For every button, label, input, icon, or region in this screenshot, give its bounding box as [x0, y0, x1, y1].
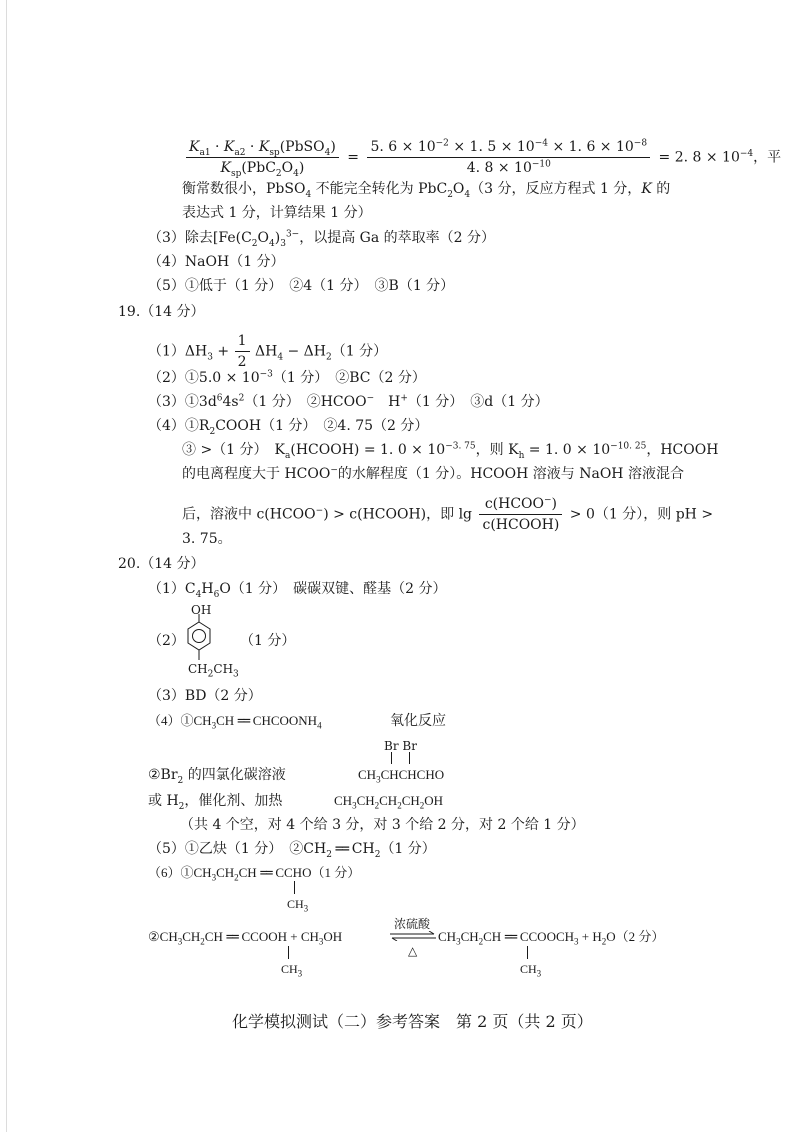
q20-part-4-line-1: $(4)①CH_3CH$ == $CHCOONH_4$: [148, 713, 322, 731]
q20-part-4-line-2: $②Br_2$ 的四氯化碳溶液: [148, 767, 286, 786]
q18-line-2: 衡常数很小，PbSO$_4$ 不能完全转化为 $PbC_2O_4(3$ 分，反应方程式 1 分，K 的: [182, 181, 671, 200]
q20-part-4-note: （共 4 个空，对 4 个给 3 分，对 3 个给 2 分，对 2 个给 1 分）: [180, 817, 585, 833]
q19-part-4-line-4: 后，溶液中 c(HCOO−) > c(HCOOH)，即 lg $\frac{c(HCOO^-)}{\text{c(HCOOH)}}$ > 0（1 分），则 pH >: [182, 495, 714, 533]
q19-part-4-line-2: ③ >（1 分） $K_a(HCOOH) = 1$. $0 \times 10^{-3. 75}$，则 $K_h = 1$. $0 \times 10^{-10. 25}$，HCOOH: [182, 441, 719, 461]
q18-part-4: （4）NaOH（1 分）: [148, 254, 285, 270]
scan-edge: [6, 0, 7, 1132]
bond-line: [527, 946, 528, 959]
q18-part-3: （3）除去[$Fe(C_2O_4)_3^{3-}$，以提高 Ga 的萃取率（2 分）: [148, 229, 496, 249]
q20-part-2-score: （1 分）: [240, 633, 296, 649]
benzene-ring-structure: [184, 614, 214, 662]
q18-line-3: 表达式 1 分，计算结果 1 分）: [182, 205, 372, 221]
k-value-fraction: $\frac{5. 6 \times 10^{-2} \times 1. 5 \times 10^{-4} \times 1. 6 \times 10^{-8}}{4. 8 \times 10^{-10}}$: [367, 138, 650, 177]
q20-heading: 20.（14 分）: [118, 556, 205, 572]
q20-part-6-line-1: $(6)①CH_3CH_2CH$ == CCHO（1 分）: [148, 865, 361, 883]
q19-part-1: $(1)\Delta H_3$ + $\frac{1}{2}$ $\Delta H_4 - \Delta H_2(1$ 分）: [148, 333, 388, 370]
q19-heading: 19.（14 分）: [118, 304, 205, 320]
q20-part-3: （3）BD（2 分）: [148, 688, 262, 704]
esterification-equation-right: $CH_3CH_2CH$ == $CCOOCH_3 + H_2O(2$ 分）: [438, 929, 665, 947]
ethyl-group-label: $CH_2CH_3$: [188, 662, 239, 680]
bond-line: [409, 752, 410, 764]
bond-line: [288, 946, 289, 959]
q19-part-2: （2）①5.0 × $10^{-3}(1$ 分） ②BC（2 分）: [148, 369, 426, 386]
q19-part-4: $(4)①R_2COOH(1$ 分） ②4. 75（2 分）: [148, 418, 429, 437]
q20-part-4-line-3: 或 $H_2$，催化剂、加热: [148, 793, 283, 812]
q19-part-4-line-5: 3. 75。: [182, 531, 232, 547]
q20-part-5: （5）①乙炔（1 分） $②CH_2 == CH_2(1$ 分）: [148, 841, 436, 860]
methyl-branch: $CH_3$: [281, 962, 303, 979]
q20-part-1: $(1)C_4H_6O(1$ 分） 碳碳双键、醛基（2 分）: [148, 581, 447, 600]
q20-part-2-label: （2）: [148, 633, 185, 649]
q19-part-4-line-3: 的电离程度大于 HCOO−的水解程度（1 分）。HCOOH 溶液与 NaOH 溶液混合: [182, 465, 684, 482]
hydroxyl-group-label: OH: [191, 603, 212, 617]
k-symbol-fraction: $\frac{K_{a1} \cdot K_{a2} \cdot K_{sp}(PbSO_4)}{K_{sp}(PbC_2O_4)}$: [186, 138, 339, 177]
page-footer: 化学模拟测试（二）参考答案 第 2 页（共 2 页）: [232, 1012, 593, 1031]
dibromo-product-formula: $CH_3CHCHCHO$: [358, 767, 445, 785]
methyl-branch: $CH_3$: [287, 897, 309, 914]
heat-label: △: [408, 944, 418, 958]
reversible-arrow-icon: [390, 931, 436, 941]
q19-part-3: $(3)①3d^64s^2(1$ 分） ②HCOO− H+（1 分） ③d（1 分）: [148, 393, 549, 410]
bond-line: [294, 881, 295, 894]
esterification-equation-left: $②CH_3CH_2CH$ == CCOOH + $CH_3OH$: [148, 929, 343, 947]
k-expression: $\frac{K_{a1} \cdot K_{a2} \cdot K_{sp}(PbSO_4)}{K_{sp}(PbC_2O_4)}$ = $\frac{5. 6 \times 10^{-2} \times 1. 5 \times 10^{-4} \times 1. 6 \times 10^{-8}}{4. 8 \times 10^{-10}}$ = 2. $8 \times 10^{-4}$，平: [182, 138, 781, 177]
bond-line: [391, 752, 392, 764]
q18-part-5: （5）①低于（1 分） ②4（1 分） ③B（1 分）: [148, 278, 455, 294]
catalyst-label: 浓硫酸: [394, 917, 431, 931]
methyl-branch: $CH_3$: [520, 962, 542, 979]
bromine-atoms-label: Br Br: [384, 739, 417, 753]
butanol-formula: $CH_3CH_2CH_2CH_2OH$: [334, 793, 444, 811]
oxidation-reaction-label: 氧化反应: [390, 713, 446, 729]
